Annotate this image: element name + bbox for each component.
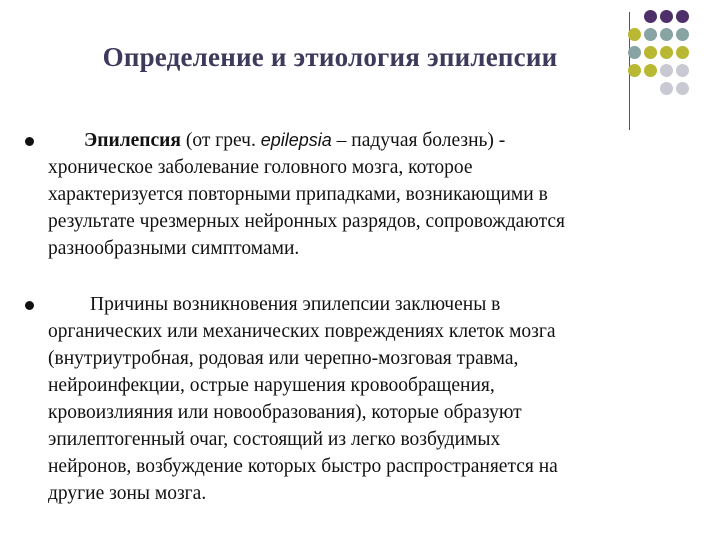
- paragraph-line: кровоизлияния или новообразования), которые образуют: [48, 402, 522, 423]
- paragraph-definition: [48, 127, 698, 262]
- dot-gray: [676, 64, 689, 77]
- dot-olive: [660, 46, 673, 59]
- paragraph-line: характеризуется повторными припадками, возникающими в: [48, 184, 548, 205]
- paragraph-line: нейроинфекции, острые нарушения кровообращения,: [48, 375, 495, 396]
- dot-purple: [644, 10, 657, 23]
- slide-title: Определение и этиология эпилепсии: [102, 42, 558, 72]
- dot-olive: [628, 28, 641, 41]
- paragraph-first-line: Причины возникновения эпилепсии заключены в: [90, 294, 501, 315]
- dot-gray: [676, 82, 689, 95]
- paragraph-line: хроническое заболевание головного мозга, которое: [48, 157, 473, 178]
- dot-gray: [660, 82, 673, 95]
- bullet-dot-icon: [25, 137, 34, 146]
- latin-term: epilepsia: [260, 130, 332, 150]
- bullet-dot-icon: [25, 301, 34, 310]
- term-epilepsy: Эпилепсия: [84, 130, 181, 151]
- text-segment: – падучая болезнь) -: [331, 130, 506, 151]
- dot-gray: [660, 64, 673, 77]
- dot-teal: [644, 28, 657, 41]
- paragraph-line: органических или механических повреждениях клеток мозга: [48, 321, 556, 342]
- dot-olive: [628, 64, 641, 77]
- dot-olive: [644, 64, 657, 77]
- paragraph-line: нейронов, возбуждение которых быстро распространяется на: [48, 456, 558, 477]
- dot-teal: [628, 46, 641, 59]
- paragraph-first-line: [48, 127, 698, 154]
- paragraph-etiology: [48, 291, 698, 507]
- dot-olive: [676, 46, 689, 59]
- dot-olive: [644, 46, 657, 59]
- dot-purple: [676, 10, 689, 23]
- paragraph-line: (внутриутробная, родовая или черепно-мозговая травма,: [48, 348, 519, 369]
- dot-teal: [676, 28, 689, 41]
- text-segment: (от греч.: [180, 130, 261, 151]
- paragraph-line: другие зоны мозга.: [48, 483, 207, 504]
- dot-purple: [660, 10, 673, 23]
- paragraph-line: эпилептогенный очаг, состоящий из легко возбудимых: [48, 429, 501, 450]
- paragraph-line: результате чрезмерных нейронных разрядов, сопровождаются: [48, 211, 565, 232]
- dot-teal: [660, 28, 673, 41]
- paragraph-line: разнообразными симптомами.: [48, 238, 300, 259]
